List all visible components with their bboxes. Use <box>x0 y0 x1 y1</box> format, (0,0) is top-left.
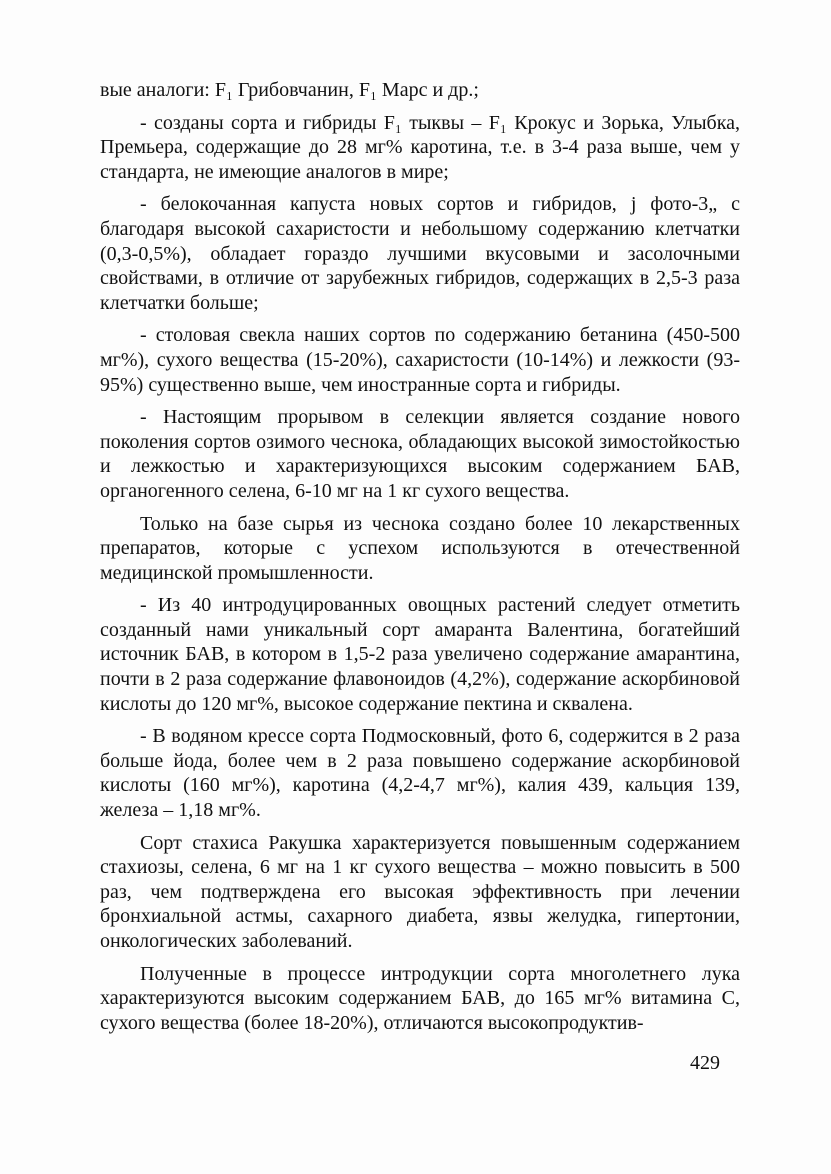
paragraph: Полученные в процессе интродукции сорта многолетнего лука характеризуются высоким содержанием БАВ, до 165 мг% витамина С, сухого вещества (более 18-20%), отличаются высокопродуктив- <box>100 962 740 1034</box>
body-text <box>100 78 740 1043</box>
paragraph: вые аналоги: F₁ Грибовчанин, F₁ Марс и др.; <box>100 79 479 101</box>
paragraph: - В водяном крессе сорта Подмосковный, фото 6, содержится в 2 раза больше йода, более чем в 2 раза повышено содержание аскорбиновой кислоты (160 мг%), каротина (4,2-4,7 мг%), калия 439, кальция 139, железа – 1,18 мг%. <box>100 725 740 822</box>
paragraph: - белокочанная капуста новых сортов и гибридов, j фото-3„ с благодаря высокой сахаристости и небольшому содержанию клетчатки (0,3-0,5%), обладает гораздо лучшими вкусовыми и засолочными свойствами, в отличие от зарубежных гибридов, содержащих в 2,5-3 раза клетчатки больше; <box>100 193 740 314</box>
page-number: 429 <box>690 1052 720 1074</box>
paragraph: - Из 40 интродуцированных овощных растений следует отметить созданный нами уникальный сорт амаранта Валентина, богатейший источник БАВ, в котором в 1,5-2 раза увеличено содержание амарантина, почти в 2 раза содержание флавоноидов (4,2%), содержание аскорбиновой кислоты до 120 мг%, высокое содержание пектина и сквалена. <box>100 594 740 715</box>
paragraph: Сорт стахиса Ракушка характеризуется повышенным содержанием стахиозы, селена, 6 мг на 1 кг сухого вещества – можно повысить в 500 раз, чем подтверждена его высокая эффективность при лечении бронхиальной астмы, сахарного диабета, язвы желудка, гипертонии, онкологических заболеваний. <box>100 831 740 952</box>
paragraph: Только на базе сырья из чеснока создано более 10 лекарственных препаратов, которые с успехом используются в отечественной медицинской промышленности. <box>100 512 740 584</box>
paragraph: - созданы сорта и гибриды F₁ тыквы – F₁ Крокус и Зорька, Улыбка, Премьера, содержащие до 28 мг% каротина, т.е. в 3-4 раза выше, чем у стандарта, не имеющие аналогов в мире; <box>100 111 740 183</box>
paragraph: - столовая свекла наших сортов по содержанию бетанина (450-500 мг%), сухого вещества (15-20%), сахаристости (10-14%) и лежкости (93-95%) существенно выше, чем иностранные сорта и гибриды. <box>100 324 740 396</box>
paragraph: - Настоящим прорывом в селекции является создание нового поколения сортов озимого чеснока, обладающих высокой зимостойкостью и лежкостью и характеризующихся высоким содержанием БАВ, органогенного селена, 6-10 мг на 1 кг сухого вещества. <box>100 406 740 502</box>
